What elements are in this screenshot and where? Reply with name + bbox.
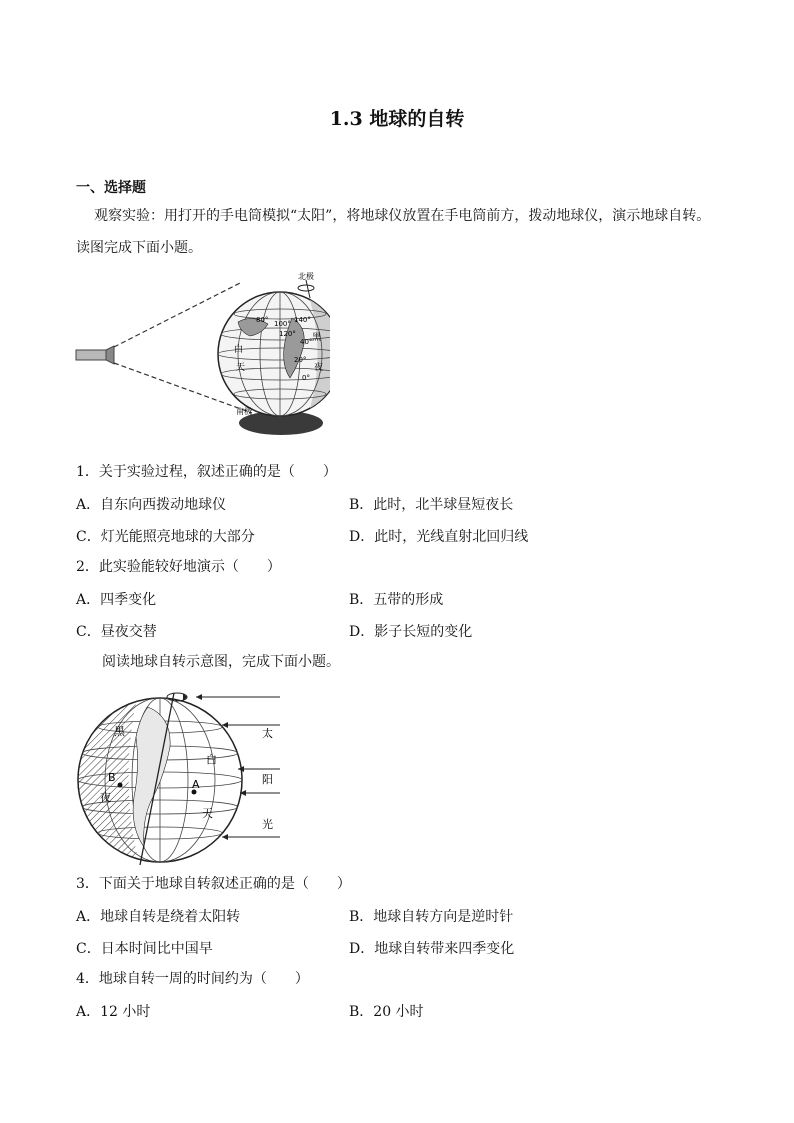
question-1-option-c: C．灯光能照亮地球的大部分 [76,529,255,545]
rotation-arrow-icon [298,285,314,291]
page-title: 1.3 地球的自转 [329,108,465,130]
question-2-option-d: D．影子长短的变化 [349,624,473,640]
question-3-option-d: D．地球自转带来四季变化 [349,941,515,957]
flashlight-icon [76,350,106,360]
day-label: 天 [236,363,246,373]
light-label: 天 [202,807,213,820]
point-a-label: A [192,778,200,791]
intro-2: 阅读地球自转示意图，完成下面小题。 [102,654,340,670]
question-3-option-a: A．地球自转是绕着太阳转 [76,909,241,925]
question-3-stem: 3．下面关于地球自转叙述正确的是（ ） [76,876,351,892]
flashlight-head [106,346,114,364]
section-heading: 一、选择题 [76,180,146,196]
degree-label: 80° [256,316,269,324]
degree-label: 20° [294,356,307,364]
question-4-stem: 4．地球自转一周的时间约为（ ） [76,971,309,987]
degree-label: 120° [279,330,296,338]
question-4-option-b: B．20 小时 [349,1004,424,1020]
question-3-option-c: C．日本时间比中国早 [76,941,213,957]
sun-label: 太 [262,727,273,740]
degree-label: 140° [294,316,311,324]
question-4-option-a: A．12 小时 [76,1004,151,1020]
dark-label: 夜 [100,791,111,804]
point-b-marker [118,783,123,788]
south-pole-label: 南极 [236,407,252,416]
degree-label: 100° [274,320,291,328]
sun-label: 阳 [262,773,273,786]
north-pole-label: 北极 [298,272,314,281]
question-2-option-b: B．五带的形成 [349,592,444,608]
degree-label: 40° [300,338,313,346]
question-1-stem: 1．关于实验过程，叙述正确的是（ ） [76,464,337,480]
question-2-option-c: C．昼夜交替 [76,624,157,640]
intro-1-line-1: 观察实验：用打开的手电筒模拟“太阳”，将地球仪放置在手电筒前方，拨动地球仪，演示地球自转。 [94,208,711,224]
degree-label: 0° [302,374,310,382]
day-label: 白 [234,345,244,355]
sun-label: 光 [262,818,273,831]
earth-rotation-figure [70,685,285,865]
light-label: 白 [206,753,217,766]
question-1-option-a: A．自东向西拨动地球仪 [76,497,227,513]
question-1-option-d: D．此时，光线直射北回归线 [349,529,529,545]
question-2-option-a: A．四季变化 [76,592,157,608]
dark-label: 黑 [114,725,125,738]
question-1-option-b: B．此时，北半球昼短夜长 [349,497,514,513]
night-label: 夜 [314,363,324,373]
night-label: 黑 [312,333,322,343]
intro-1-line-2: 读图完成下面小题。 [76,240,202,256]
question-3-option-b: B．地球自转方向是逆时针 [349,909,514,925]
question-2-stem: 2．此实验能较好地演示（ ） [76,559,281,575]
point-b-label: B [108,771,116,784]
flashlight-globe-figure [70,270,330,445]
